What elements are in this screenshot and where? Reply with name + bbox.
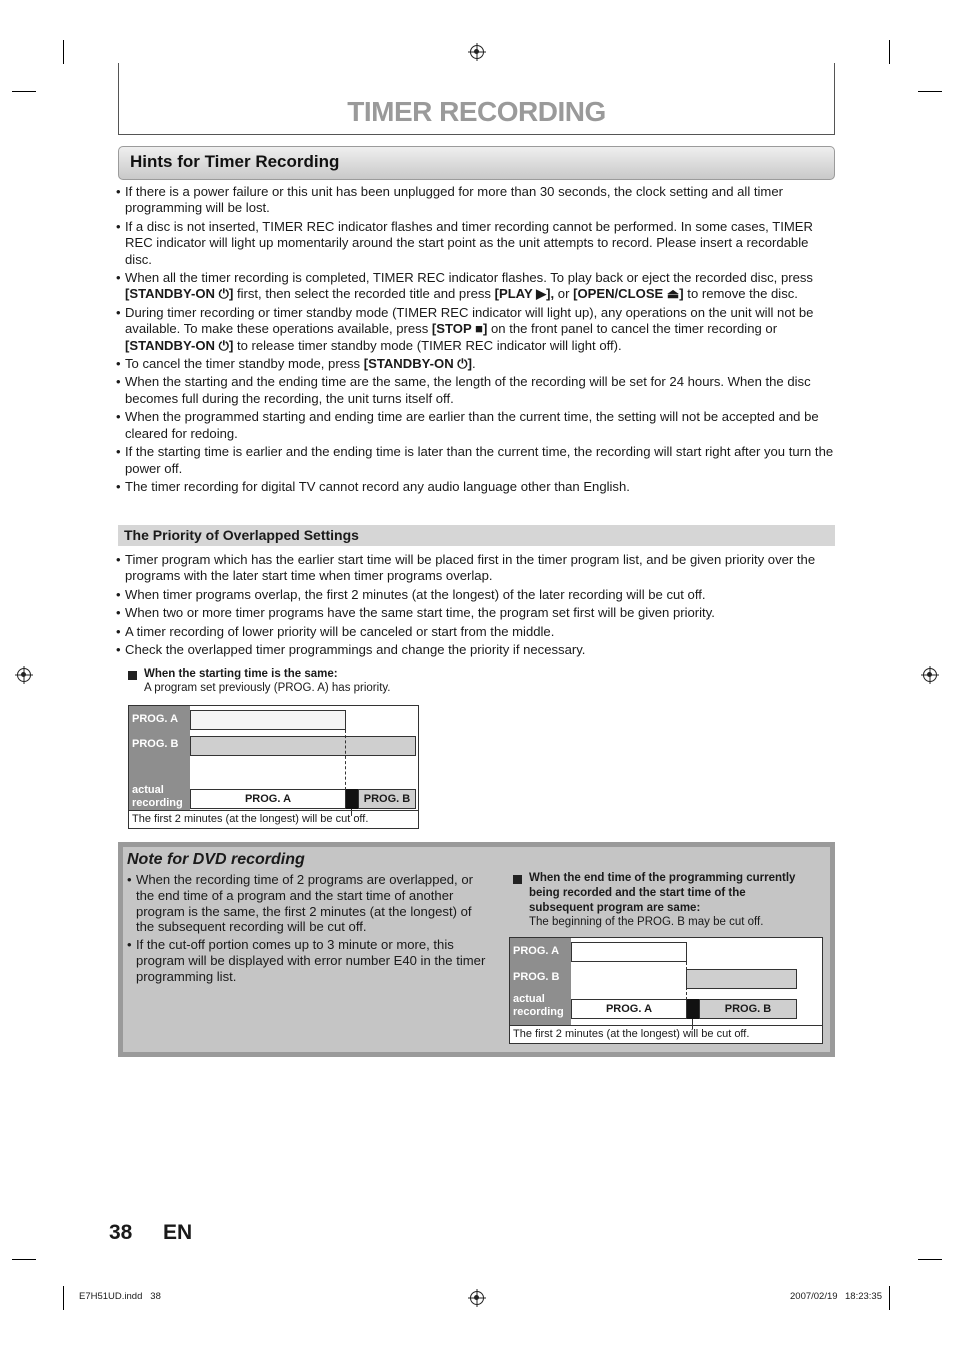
registration-mark-icon — [470, 1291, 484, 1305]
page-language: EN — [163, 1221, 193, 1244]
list-item: • If the starting time is earlier and the ending time is later than the current time, the recording will start right after you turn the power off. — [116, 444, 836, 477]
crop-mark — [889, 1286, 890, 1310]
cut-off-segment — [346, 789, 358, 809]
page-number: 38 — [109, 1221, 133, 1244]
case-text: A program set previously (PROG. A) has priority. — [144, 682, 391, 694]
list-item: • To cancel the timer standby mode, press [STANDBY-ON ⏻]. — [116, 356, 836, 372]
prog-b-bar — [190, 736, 416, 756]
actual-prog-a: PROG. A — [190, 789, 346, 809]
diagram-caption: The first 2 minutes (at the longest) will be cut off. — [132, 813, 369, 825]
crop-mark — [918, 1259, 942, 1260]
list-item: • When two or more timer programs have the same start time, the program set first will be given priority. — [116, 605, 836, 621]
cut-line — [686, 962, 687, 1000]
case-heading: When the starting time is the same: — [144, 668, 338, 680]
prog-b-bar — [686, 969, 797, 989]
caption-rule — [129, 810, 418, 811]
note-case-heading: When the end time of the programming currently being recorded and the start time of the subsequent program are same: — [529, 872, 796, 914]
crop-mark — [889, 40, 890, 64]
priority-list — [116, 552, 836, 660]
diagram-label-actual-recording: actual recording — [132, 784, 183, 809]
section-heading: Hints for Timer Recording — [130, 152, 340, 171]
timing-diagram — [128, 705, 419, 829]
list-item: • When all the timer recording is completed, TIMER REC indicator flashes. To play back or eject the recorded disc, press [STANDBY-ON ⏻] first, then select the recorded title and press [PLAY ▶], or [OPEN/CLOSE ⏏] to remove the disc. — [116, 270, 836, 303]
prog-a-bar — [571, 942, 687, 962]
square-bullet-icon — [513, 875, 522, 884]
note-heading: Note for DVD recording — [127, 851, 305, 868]
subsection-heading: The Priority of Overlapped Settings — [124, 527, 359, 543]
cut-off-segment — [687, 999, 699, 1019]
footer-time: 18:23:35 — [845, 1291, 882, 1302]
square-bullet-icon — [128, 671, 137, 680]
crop-mark — [63, 40, 64, 64]
diagram-label-prog-b: PROG. B — [513, 971, 560, 983]
diagram-label-prog-a: PROG. A — [132, 713, 179, 725]
page-title: TIMER RECORDING — [347, 96, 606, 127]
list-item: • If there is a power failure or this unit has been unplugged for more than 30 seconds, the clock setting and all timer programming will be lost. — [116, 184, 836, 217]
footer-file: E7H51UD.indd 38 — [79, 1291, 161, 1302]
hints-list — [116, 184, 836, 497]
registration-mark-icon — [17, 668, 31, 682]
note-case-text: The beginning of the PROG. B may be cut off. — [529, 916, 764, 928]
timing-diagram — [509, 937, 823, 1044]
list-item: • When the recording time of 2 programs are overlapped, or the end time of a program and the start time of another program is the same, the first 2 minutes (at the longest) of the subsequent recording will be cut off. — [127, 872, 492, 935]
footer-date: 2007/02/19 — [790, 1291, 838, 1302]
crop-mark — [63, 1286, 64, 1310]
diagram-label-actual-recording: actual recording — [513, 993, 564, 1018]
diagram-label-prog-a: PROG. A — [513, 945, 560, 957]
list-item: • When the programmed starting and ending time are earlier than the current time, the setting will not be accepted and be cleared for redoing. — [116, 409, 836, 442]
crop-mark — [12, 1259, 36, 1260]
list-item: • A timer recording of lower priority will be canceled or start from the middle. — [116, 624, 836, 640]
list-item: • If the cut-off portion comes up to 3 minute or more, this program will be displayed with error number E40 in the timer programming list. — [127, 937, 492, 984]
crop-mark — [918, 91, 942, 92]
crop-mark — [12, 91, 36, 92]
list-item: • Timer program which has the earlier start time will be placed first in the timer program list, and be given priority over the programs with the later start time when timer programs overlap. — [116, 552, 836, 585]
list-item: • If a disc is not inserted, TIMER REC indicator flashes and timer recording cannot be performed. In some cases, TIMER REC indicator will light up momentarily around the start point as the unit attempts to record. Please insert a recordable disc. — [116, 219, 836, 268]
note-list — [127, 872, 492, 987]
diagram-caption: The first 2 minutes (at the longest) will be cut off. — [513, 1028, 750, 1040]
caption-rule — [510, 1025, 822, 1026]
actual-prog-b: PROG. B — [358, 789, 416, 809]
list-item: • When timer programs overlap, the first 2 minutes (at the longest) of the later recording will be cut off. — [116, 587, 836, 603]
registration-mark-icon — [470, 45, 484, 59]
list-item: • The timer recording for digital TV cannot record any audio language other than English. — [116, 479, 836, 495]
cut-line — [345, 730, 346, 790]
actual-prog-b: PROG. B — [699, 999, 797, 1019]
actual-prog-a: PROG. A — [571, 999, 687, 1019]
registration-mark-icon — [923, 668, 937, 682]
list-item: • Check the overlapped timer programmings and change the priority if necessary. — [116, 642, 836, 658]
list-item: • When the starting and the ending time are the same, the length of the recording will be set for 24 hours. When the disc becomes full during the recording, the unit turns itself off. — [116, 374, 836, 407]
prog-a-bar — [190, 710, 346, 730]
diagram-label-prog-b: PROG. B — [132, 738, 179, 750]
list-item: • During timer recording or timer standby mode (TIMER REC indicator will light up), any operations on the unit will not be available. To make these operations available, press [STOP ■] on the front panel to cancel the timer recording or [STANDBY-ON ⏻] to release timer standby mode (TIMER REC indicator will light off). — [116, 305, 836, 354]
